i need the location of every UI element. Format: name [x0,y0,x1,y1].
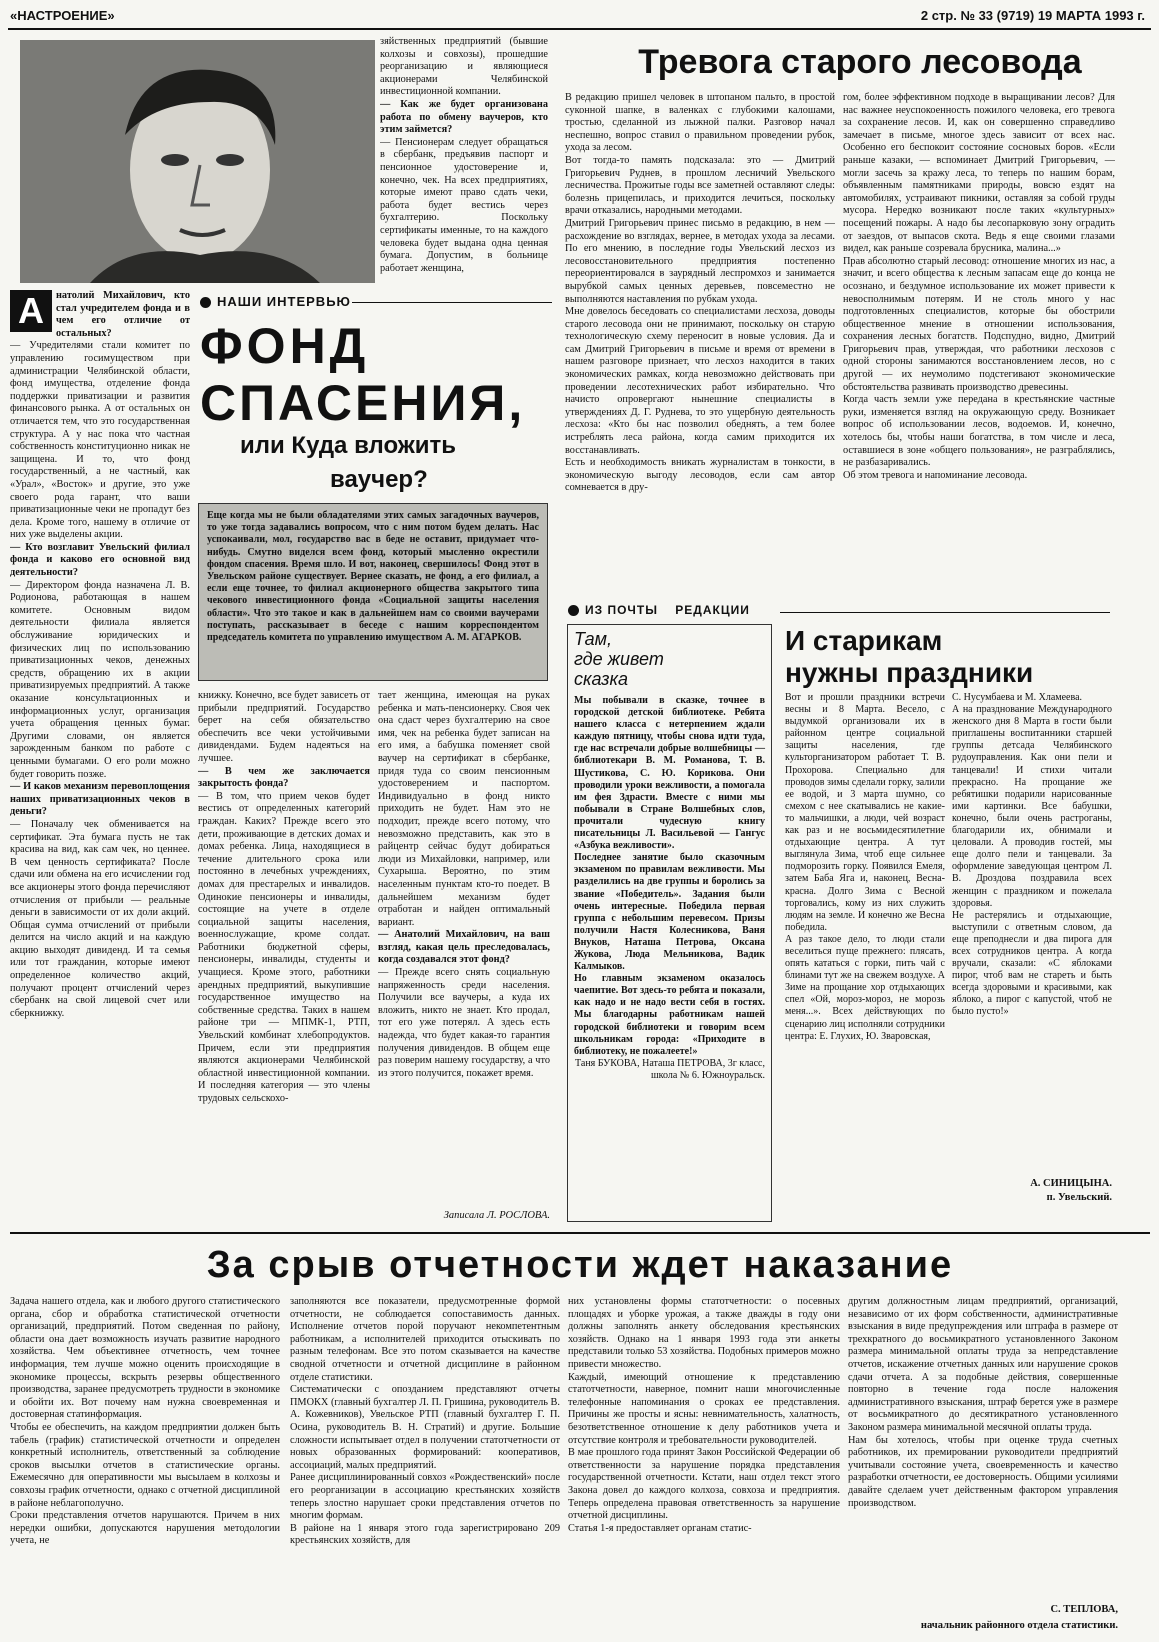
interview-top-column [380,36,548,291]
interview-answer-2: — Директором фонда назначена Л. В. Родионова, работающая в нашем комитете. Основным видом деятельности филиала является обслуживание юридических и физических лиц по использованию приватизационных чеков, денежных средств, обращению их в акции приватизируемых предприятий. А также оказание консультационных и информационных услуг, организация учета обращения ценных бумаг. Другими словами, он является зарожденным банком по работе с ценными бумагами. О его роли можно будет говорить позже. [10,579,190,780]
elders-title-1: И старикам [785,625,943,656]
report-signature-1: С. ТЕПЛОВА, [1050,1604,1118,1615]
interview-question-4: — Как же будет организована работа по обмену ваучеров, кто этим займется? [380,98,548,136]
elders-column-1: Вот и прошли праздники встречи весны и 8 Марта. Весело, с выдумкой организовали их в районном центре социальной защиты населения, где культорганизатором работает Т. В. Прохорова. Специально для проводов зимы сделали горку, залили ее водой, и 3 марта шумно, со смехом с нее скатывались не какие-то мальчишки, а люди, чей возраст как раз и не восьмидесятилетние отдыхающие центра. А тут выглянула Зима, чтоб еще сильнее подморозить горку. Появился Емеля, затем Баба Яга и, наконец, Весна-красна. Долго Зима с Весной торговались, кому из них служить людям на земле. И конечно же Весна победила. А раз такое дело, то люди стали веселиться пуще прежнего: плясать, опять кататься с горки, пить чай с блинами тут же на свежем воздухе. А Зиме на прощание хор отдыхающих спел «Ой, мороз-мороз, не морозь меня...». Всех действующих по сценарию лиц исполняли сотрудники центра: Е. Глухих, Ю. Зваровская, [785,692,945,1042]
fairy-box [567,624,772,1222]
interview-rubric: НАШИ ИНТЕРВЬЮ [200,294,560,314]
interview-title-1: ФОНД [200,318,370,374]
interview-signature: Записала Л. РОСЛОВА. [443,1210,550,1221]
rubric-line [352,302,552,303]
interview-answer-5b: тает женщина, имеющая на руках ребенка и мать-пенсионерку. Своя чек она сдаст через бухгалтерию на свое имя, чек на ребенка будет записан на его имя, а бабушка поменяет свой ваучер на сертификат в сбербанке, придя туда со своим пенсионным удостоверением и паспортом. Индивидуально в фонд никто приходить не будет. Нам это не подходит, прежде всего потому, что невозможно представить, как это в райцентр сейчас будут добираться люди из Михайловки, например, или Сухарыша. Вероятно, по этим населенным пунктам кто-то поедет. В дальнейшем механизм будет отработан и найден оптимальный вариант. [378,690,550,928]
interview-question-1: А натолий Михайлович, кто стал учредителем фонда и в чем его отличие от остальных? [10,290,190,340]
forest-column-1: В редакцию пришел человек в штопаном пальто, в простой суконной шапке, в валенках с глубокими калошами, тростью, сделанной из лыжной палки. Разговор начал неспешно, вопрос ставил о правильном проведении рубок, ухода за лесом. Вот тогда-то память подсказала: это — Дмитрий Григорьевич Руднев, в прошлом лесничий Увельского лесничества. Прожитые годы все заметней оставляют следы: болезнь прицепилась, и приходится лечиться, поскольку врачи отказались, народными методами. Дмитрий Григорьевич принес письмо в редакцию, в нем — расхождение во взглядах, вернее, в методах ухода за лесами. По его мнению, в последние годы Увельский лесхоз из лесовосстановительного предприятия постепенно переориентировался в заурядный леспромхоз и занимается вырубкой самых ценных деревьев, повсеместно не выполняются наставления по рубкам ухода. Мне довелось беседовать со специалистами лесхоза, доводы старого лесовода они не принимают, поскольку он старую технологическую схему переносит в новые условия. Да и сам Дмитрий Григорьевич в письме и время от времени в нашем разговоре признает, что лесхоз находится в таких экономических рамках, когда невозможно действовать при проведении лесотехнических работ избирательно. Что начисто опровергают нынешние специалисты в утверждениях Д. Г. Руднева, то это ущербную деятельность лесхоза: «Кто бы нас позволил обеднять, а тем более истреблять леса района, когда самим приходится их восстанавливать. Есть и необходимость вникать журналистам в тонкости, в экономическую выгоду лесоводов, если сам автор сомневается в дру- [565,92,835,494]
interview-top-text: зяйственных предприятий (бывшие колхозы и совхозы), прошедшие реорганизацию и являющиеся акционерами Челябинской инвестиционной компании. [380,36,548,98]
interview-column-2 [198,690,370,1210]
report-signature-2: начальник районного отдела статистики. [920,1620,1118,1631]
interview-lead-text: Еще когда мы не были обладателями этих самых загадочных ваучеров, то уже тогда задавались вопросом, что с ним потом будем делать. Нас успокаивали, мол, государство вас в беде не оставит, придумает что-нибудь. Смутно виделся всем фонд, который мысленно окрестили фондом спасения. Время шло. И вот, наконец, свершилось! Фонд этот в Увельском районе существует. Вернее сказать, не фонд, а его филиал, а если еще точнее, то филиал акционерного общества закрытого типа чекового инвестиционного фонда «Социальной защиты населения области». Что это такое и как в дальнейшем нам со своими ваучерами поступать, рассказывает в беседе с нашим корреспондентом председатель комитета по управлению имуществом А. М. АГАРКОВ. [207,510,539,644]
mail-rubric: ИЗ ПОЧТЫ РЕДАКЦИИ [568,603,948,623]
interview-question-3: — И каков механизм перевоплощения наших приватизационных чеков в деньги? [10,781,190,818]
mail-rubric-line [780,612,1110,613]
portrait-illustration [20,40,375,283]
section-divider [10,1232,1150,1234]
report-column-4: другим должностным лицам предприятий, организаций, независимо от их форм собственности, административные взыскания в виде предупреждения или штрафа в размере от трехкратного до восьмикратного установленного Законом размера минимальной оплаты труда за непредставление отчетов, искажение отчетных данных или нарушение сроков сдачи отчета. А за подобные действия, совершенные повторно в течение года после наложения административного взыскания, штраф берется уже в размере от восьмикратного до десятикратного установленного Законом размера минимальной месячной оплаты труда. Нам бы хотелось, чтобы при оценке труда счетных работников, их премировании руководители предприятий учитывали состояние учета, своевременность и качество разработки отчетности, ее достоверность. Общими усилиями давайте сделаем учет действенным фактором управления производством. [848,1296,1118,1509]
fairy-title: Там, где живет сказка [574,629,664,689]
drop-cap: А [10,290,52,332]
interview-column-1 [10,290,190,1328]
report-column-2: заполняются все показатели, предусмотренные формой отчетности, не соблюдается сопоставимость данных. Исполнение отчетов порой поручают некомпетентным работникам, а исполнителей приходится отыскивать по разным телефонам. Все это потом сказывается на качестве сводной отчетности и отчетной дисциплине в районном отделе статистики. Систематически с опозданием представляют отчеты ПМОКХ (главный бухгалтер Л. П. Гришина, руководитель В. А. Кожевников), Увельское РТП (главный бухгалтер Г. П. Осина, руководитель В. Н. Стратий) и другие. Большие сложности испытывает отдел в получении статотчетности от новых образованных формирований: кооперативов, ассоциаций, малых предприятий. Ранее дисциплинированный совхоз «Рождественский» после его реорганизации в ассоциацию крестьянских хозяйств теперь злостно нарушает сроки представления отчетов по многим формам. В районе на 1 января этого года зарегистрировано 209 крестьянских хозяйств, для [290,1296,560,1547]
elders-column-2: С. Нусумбаева и М. Хламеева. А на празднование Международного женского дня 8 Марта в гости были приглашены воспитанники старшей группы детсада Челябинского рудоуправления. Как они пели и танцевали! И стихи читали прекрасно. На прощание же ребятишки подарили нарисованные ими картинки. Все бабушки, конечно, были очень растроганы, благодарили их, обнимали и целовали. А проводив гостей, мы еще долго пели и танцевали. За оформление заведующая центром Л. В. Дроздова поздравила всех женщин с праздником и пожелала здоровья. Не растерялись и отдыхающие, выступили с ответным словом, да еще преподнесли и два пирога для всех сотрудников центра. А когда вручали, сказали: «С яблоками пирог, чтоб вам не стареть и быть всегда здоровыми и красивыми, как яблоко, а пирог с капустой, чтоб не было пусто!» [952,692,1112,1018]
portrait-photo [20,40,375,283]
interview-answer-3: — Поначалу чек обменивается на сертификат. Эта бумага пусть не так красива на вид, как сам чек, но ценнее. В чем ценность сертификата? После сдачи или обмена на его исчислении год все акционеры этого фонда перечисляют отчисления от прибыли — реальные деньги в зависимости от их доли акций. Общая сумма отчислений от прибыли делится на число акций и на каждую акцию выходят дивиденд. И та семья или тот гражданин, которые имеют определенное количество акций, получают процент отчислений через сбербанк на свой лицевой счет или сберкнижку. [10,818,190,1019]
interview-lead-box [198,503,548,681]
report-column-3: них установлены формы статотчетности: о посевных площадях и уборке урожая, а также дважды в году они должны заполнять анкету обследования крестьянских хозяйств. Однако на 1 января 1993 года эти анкеты представили только 53 хозяйства. Подобных примеров можно привести множество. Каждый, имеющий отношение к представлению статотчетности, наверное, помнит наши многочисленные телефонные напоминания о сроках ее представления. Причины же просты и ясны: невнимательность, халатность, безответственное отношение к делу работников учета и отсутствие контроля и требовательности руководителей. В мае прошлого года принят Закон Российской Федерации об ответственности за нарушение порядка представления государственной отчетности. Кстати, наш отдел текст этого Закона довел до каждого колхоза, совхоза и предприятия. Теперь определена правовая ответственность за нарушение отчетной дисциплины. Статья 1-я предоставляет органам статис- [568,1296,840,1534]
interview-answer-1: — Учредителями стали комитет по управлению госимуществом при администрации Челябинской области, фонд имущества, отделение фонда поддержки приватизации и развития финансового рынка. А от остальных он отличается тем, что это государственная структура. А у нас пока что частная собственность конституционно никак не защищена. И то, что фонд государственный, а не частный, как «Урал», «Восток» и другие, это уже своего рода гарант, что ваши приватизационные чеки не пропадут без дела. Кроме того, нашему в отличие от них уже выделены акции. [10,340,190,541]
interview-subtitle-1: или Куда вложить [240,432,457,459]
bullet-icon [200,297,211,308]
report-column-1: Задача нашего отдела, как и любого другого статистического органа, сбор и обработка статистической отчетности организаций, предприятий. Потом сведенная по району, области она дает возможность изучать развитие народного хозяйства. Чем объективнее отчетность, чем точнее информация, тем лучше можно оценить происходящие в экономике процессы, вскрыть резервы общественного производства, заранее предусмотреть трудности в экономике и обойти их. Вот почему нам нужна своевременная и достоверная статинформация. Чтобы ее обеспечить, на каждом предприятии должен быть табель (график) статистической отчетности и определен конкретный исполнитель, ответственный за соблюдение сроков высылки отчетов в статистические органы. Ежемесячно для оперативности мы высылаем в колхозы и совхозы график отчетности, однако с отчетной дисциплиной в районе неблагополучно. Сроки представления отчетов нарушаются. Причем в них нередки ошибки, допускаются нарушения методологии учета, не [10,1296,280,1547]
interview-answer-5: — В том, что прием чеков будет вестись от определенных категорий граждан. Каких? Прежде всего это дети, проживающие в детских домах и домах ребенка. Лица, находящиеся в течение длительного срока или постоянно в лечебных учреждениях, домах для престарелых и инвалидов. Одинокие пенсионеры и инвалиды, состоящие на учете в отделе социальной защиты населения, военнослужащие, кроме солдат. Работники бюджетной сферы, пенсионеры, инвалиды, студенты и учащиеся. Кроме этого, работники арендных предприятий, выкупившие государственное имущество на собственные средства. Таких в нашем районе три — МПМК-1, РТП, Увельский комбинат хлебопродуктов. Причем, если эти предприятия являются акционерами Челябинской областной инвестиционной компании. И последняя категория — это члены трудовых сельскохо- [198,790,370,1104]
interview-subtitle-2: ваучер? [330,466,428,493]
forest-title: Тревога старого лесовода [638,43,1082,81]
interview-question-6: — Анатолий Михайлович, на ваш взгляд, какая цель преследовалась, когда создавался этот фонд? [378,929,550,966]
interview-answer-4: — Пенсионерам следует обращаться в сбербанк, предъявив паспорт и пенсионное удостоверение и, конечно, чек. На всех предприятиях, которые имеют право сдать чеки, работа будет вестись через бухгалтерию. Поскольку сертификаты именные, то на каждого человека будет выдана одна ценная бумага. Допустим, в больнице работает женщина, [380,136,548,274]
bullet-icon [568,605,579,616]
interview-question-5: — В чем же заключается закрытость фонда? [198,765,370,790]
issue-info: 2 стр. № 33 (9719) 19 МАРТА 1993 г. [920,8,1145,23]
forest-column-2: гом, более эффективном подходе в выращивании лесов? Для нас важнее неуспокоенность пожилого человека, его тревога за сохранение лесов. И, как он совершенно справедливо замечает в письме, многое здесь зависит от всех нас. Особенно его беспокоит состояние сосновых боров. «Если раньше казаки, — вспоминает Дмитрий Григорьевич, — могли засечь за кражу леса, то теперь по нашим борам, объявленным памятниками природы, вовсю ездят на автомобилях, устраивают пикники, оставляя за собой груды мусора. Нередко возникают после таких «культурных» посещений пожары. А надо бы лесопарковую зону оградить от заездов, от выпасов скота. Ведь я еще своими глазами видел, как раньше созревала брусника, малина...» Прав абсолютно старый лесовод: отношение многих из нас, а значит, и всего общества к лесным запасам еще до конца не осознано, и бездумное использование их может привести к невосполнимым потерям. И не столь много у нас подготовленных специалистов, которые бы обострили общественное мнение в отношении использования, сохранения лесных богатств. Подспудно, видно, Дмитрий Григорьевич прав, утверждая, что работники лесхозов с одной стороны занимаются восстановлением лесов, но с другой — их неумолимо подстегивают экономические обстоятельства развивать производство древесины. Когда часть земли уже передана в крестьянские частные руки, изменяется взгляд на окружающую среду. Возникает вопрос об использовании лесов, водоемов. И, конечно, хотелось бы, чтобы наши богатства, в том числе и леса, оставшиеся в зоне «общего пользования», не разграблялись, не разбазаривались. Об этом тревога и напоминание лесовода. [843,92,1115,481]
elders-signature-2: п. Увельский. [1046,1192,1112,1203]
elders-title-2: нужны праздники [785,657,1034,688]
interview-answer-6: — Прежде всего снять социальную напряженность среди населения. Получили все ваучеры, а куда их вложить, никто не знает. Кто продал, тот его уже потерял. А здесь есть надежда, что будет какая-то гарантия получения дивидендов. В общем еще раз поверим нашему государству, а что из этого получится, покажет время. [378,967,550,1079]
fairy-text: Мы побывали в сказке, точнее в городской детской библиотеке. Ребята нашего класса с нетерпением ждали каждую пятницу, чтобы снова идти туда, где нас встречали добрые волшебницы — библиотекари В. М. Романова, Т. В. Шустикова, С. Ю. Корикова. Они проводили уроки вежливости, а помогала им фея Здрасти. Вместе с ними мы побывали в Стране Волшебных слов, прочитали чудесную книгу писательницы Л. Васильевой — Гангус «Азбука вежливости». Последнее занятие было сказочным экзаменом по правилам вежливости. Мы разделились на две группы и боролись за звание «Победитель». Задания были очень интересные. Победила первая группа с небольшим перевесом. Призы получили Настя Колесникова, Ваня Внуков, Наташа Петрова, Оксана Жукова, Люда Мельникова, Вадик Калмыков. Но главным экзаменом оказалось чаепитие. Вот здесь-то ребята и показали, как надо и не надо вести себя в гостях. Мы благодарны работникам нашей городской библиотеки и говорим всем школьникам города: «Приходите в библиотеку, не пожалеете!» [574,695,765,1057]
newspaper-name: «НАСТРОЕНИЕ» [10,8,115,23]
header-rule [8,28,1151,30]
report-title: За срыв отчетности ждет наказание [206,1244,954,1286]
interview-title-2: СПАСЕНИЯ, [200,375,526,431]
interview-answer-4b: книжку. Конечно, все будет зависеть от прибыли предприятий. Государство берет на себя обязательство обеспечить все чеки устойчивыми дивидендами. Будем надеяться на лучшее. [198,690,370,764]
fairy-signature: Таня БУКОВА, Наташа ПЕТРОВА, 3г класс, школа № 6. Южноуральск. [575,1057,765,1081]
elders-signature-1: А. СИНИЦЫНА. [1030,1178,1112,1189]
interview-question-2: — Кто возглавит Увельский филиал фонда и каково его основной вид деятельности? [10,541,190,579]
interview-column-3 [378,690,550,1210]
